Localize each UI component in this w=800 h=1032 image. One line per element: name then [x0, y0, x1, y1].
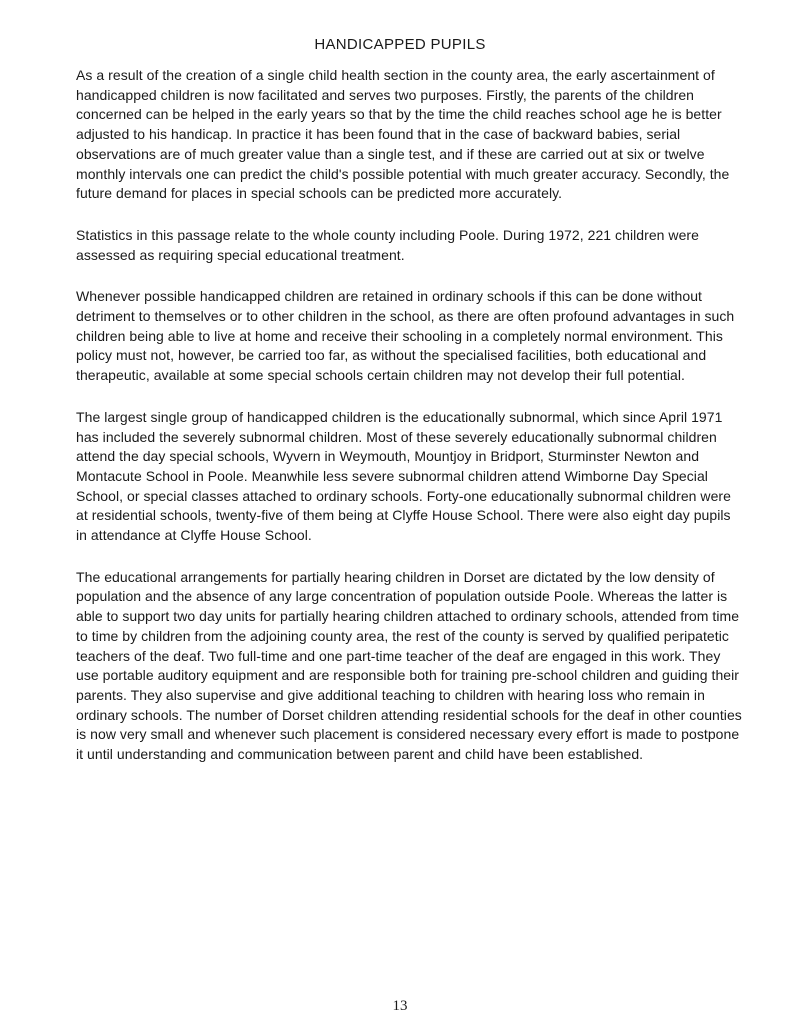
page-title: HANDICAPPED PUPILS — [314, 36, 486, 53]
paragraph-early-ascertainment: As a result of the creation of a single child health section in the county area, the early ascertainment of handicapped children is now facilitated and serves two purposes. Firstly, the parents of the children concerned can be helped in the early years so that by the time the child reaches school age he is better adjusted to his handicap. In practice it has been found that in the case of backward babies, serial observations are of much greater value than a single test, and if these are carried out at six or twelve monthly intervals one can predict the child's possible potential with much greater accuracy. Secondly, the future demand for places in special schools can be predicted more accurately. — [76, 67, 730, 202]
paragraph-statistics: Statistics in this passage relate to the whole county including Poole. During 1972, 221 children were assessed as requiring special educational treatment. — [76, 226, 699, 263]
paragraph-ordinary-schools: Whenever possible handicapped children are retained in ordinary schools if this can be done without detriment to themselves or to other children in the school, as there are often profound advantages in such children being able to live at home and receive their schooling in a completely normal environment. This policy must not, however, be carried too far, as without the specialised facilities, both educational and therapeutic, available at some special schools certain children may not develop their full potential. — [76, 288, 735, 384]
paragraph-partially-hearing: The educational arrangements for partially hearing children in Dorset are dictated by the low density of population and the absence of any large concentration of population outside Poole. Whereas the latter is able to support two day units for partially hearing children attached to ordinary schools, attended from time to time by children from the adjoining county area, the rest of the county is served by qualified peripatetic teachers of the deaf. Two full-time and one part-time teacher of the deaf are engaged in this work. They use portable auditory equipment and are responsible both for training pre-school children and guiding their parents. They also supervise and give additional teaching to children with hearing loss who remain in ordinary schools. The number of Dorset children attending residential schools for the deaf in other counties is now very small and whenever such placement is considered necessary every effort is made to postpone it until understanding and communication between parent and child have been established. — [76, 568, 742, 763]
body-text — [76, 66, 744, 787]
page-number: 13 — [392, 998, 408, 1014]
paragraph-educationally-subnormal: The largest single group of handicapped children is the educationally subnormal, which since April 1971 has included the severely subnormal children. Most of these severely educationally subnormal children attend the day special schools, Wyvern in Weymouth, Mountjoy in Bridport, Sturminster Newton and Montacute School in Poole. Meanwhile less severe subnormal children attend Wimborne Day Special School, or special classes attached to ordinary schools. Forty-one educationally subnormal children were at residential schools, twenty-five of them being at Clyffe House School. There were also eight day pupils in attendance at Clyffe House School. — [76, 408, 731, 544]
